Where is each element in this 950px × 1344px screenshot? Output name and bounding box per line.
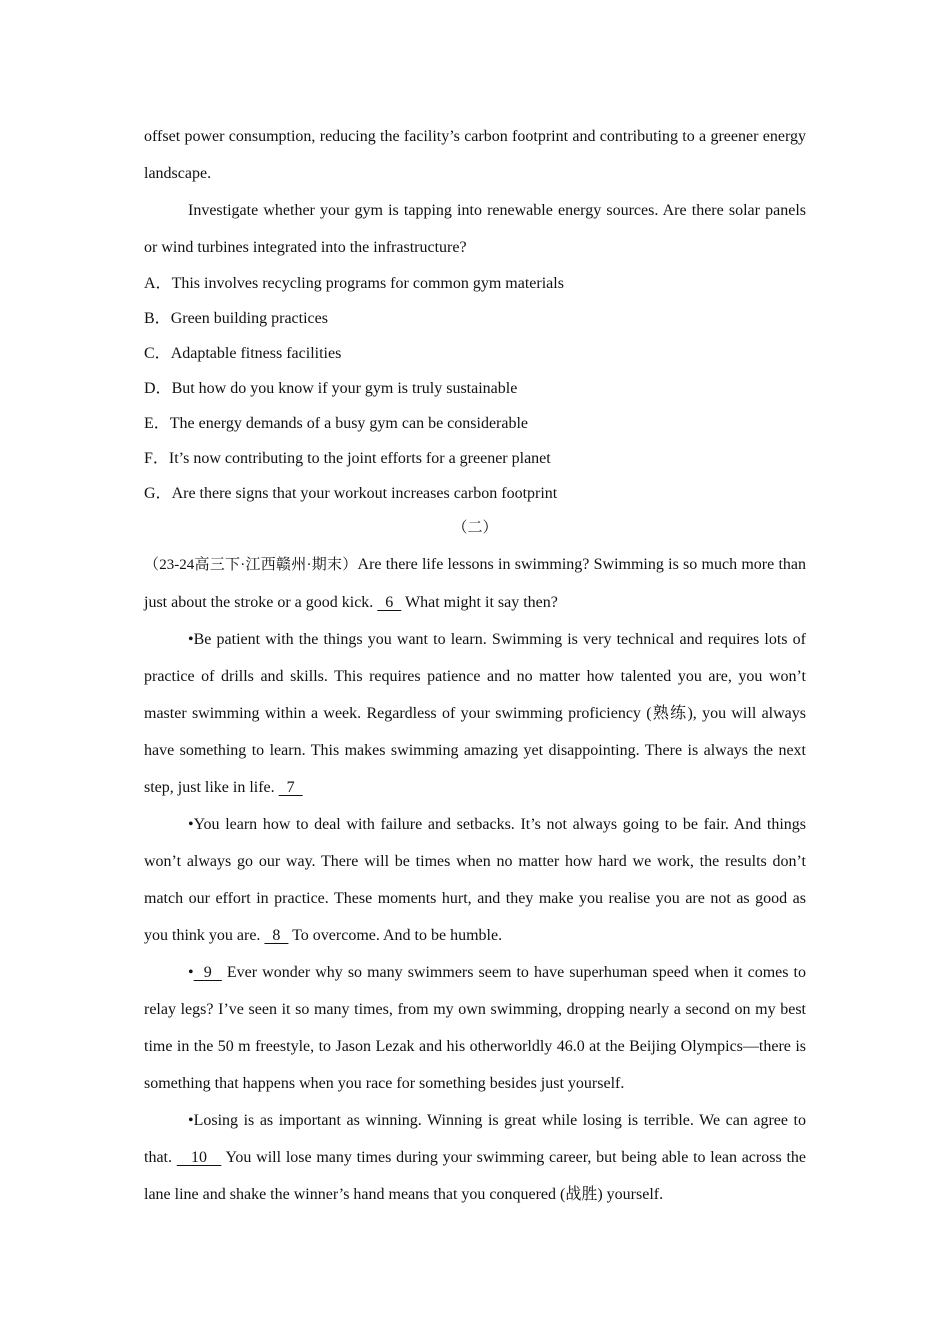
blank-7: 7 [278, 779, 303, 796]
document-page [144, 118, 806, 1213]
passage2-point-3: • 9 Ever wonder why so many swimmers seem to have superhuman speed when it comes to relay legs? I’ve seen it so many times, from my own swimming, dropping nearly a second on my best time in the 50 m freestyle, to Jason Lezak and his otherworldly 46.0 at the Beijing Olympics—there is something that happens when you race for something besides just yourself. [144, 964, 807, 1092]
blank-6: 6 [377, 594, 402, 611]
option-d: D．But how do you know if your gym is truly sustainable [144, 380, 518, 397]
option-g: G．Are there signs that your workout increases carbon footprint [144, 485, 558, 502]
blank-8: 8 [264, 927, 289, 944]
blank-10: 10 [176, 1149, 222, 1166]
section-title: （二） [452, 520, 498, 536]
option-e: E．The energy demands of a busy gym can be considerable [144, 415, 529, 432]
passage2-point-4: •Losing is as important as winning. Winning is great while losing is terrible. We can agree to that. 10 You will lose many times during your swimming career, but being able to lean across the lane line and shake the winner’s hand means that you conquered (战胜) yourself. [144, 1112, 806, 1203]
passage2-point-1: •Be patient with the things you want to learn. Swimming is very technical and requires lots of practice of drills and skills. This requires patience and no matter how talented you are, you won’t master swimming within a week. Regardless of your swimming proficiency (熟练), you will always have something to learn. This makes swimming amazing yet disappointing. There is always the next step, just like in life. 7 [144, 631, 806, 796]
passage1-continuation: offset power consumption, reducing the facility’s carbon footprint and contributing to a greener energy landscape. [144, 128, 806, 182]
option-c: C．Adaptable fitness facilities [144, 345, 342, 362]
option-a: A．This involves recycling programs for common gym materials [144, 275, 564, 292]
option-f: F．It’s now contributing to the joint efforts for a greener planet [144, 450, 551, 467]
passage2-intro: （23-24高三下·江西赣州·期末）Are there life lessons in swimming? Swimming is so much more than just about the stroke or a good kick. 6 What might it say then? [144, 556, 806, 611]
source-label: （23-24高三下·江西赣州·期末） [144, 557, 358, 573]
passage2-point-2: •You learn how to deal with failure and setbacks. It’s not always going to be fair. And things won’t always go our way. There will be times when no matter how hard we work, the results don’t match our effort in practice. These moments hurt, and they make you realise you are not as good as you think you are. 8 To overcome. And to be humble. [144, 816, 806, 944]
passage1-paragraph: Investigate whether your gym is tapping into renewable energy sources. Are there solar panels or wind turbines integrated into the infrastructure? [144, 202, 806, 256]
blank-9: 9 [193, 964, 222, 981]
option-b: B．Green building practices [144, 310, 328, 327]
options-list [144, 266, 806, 511]
